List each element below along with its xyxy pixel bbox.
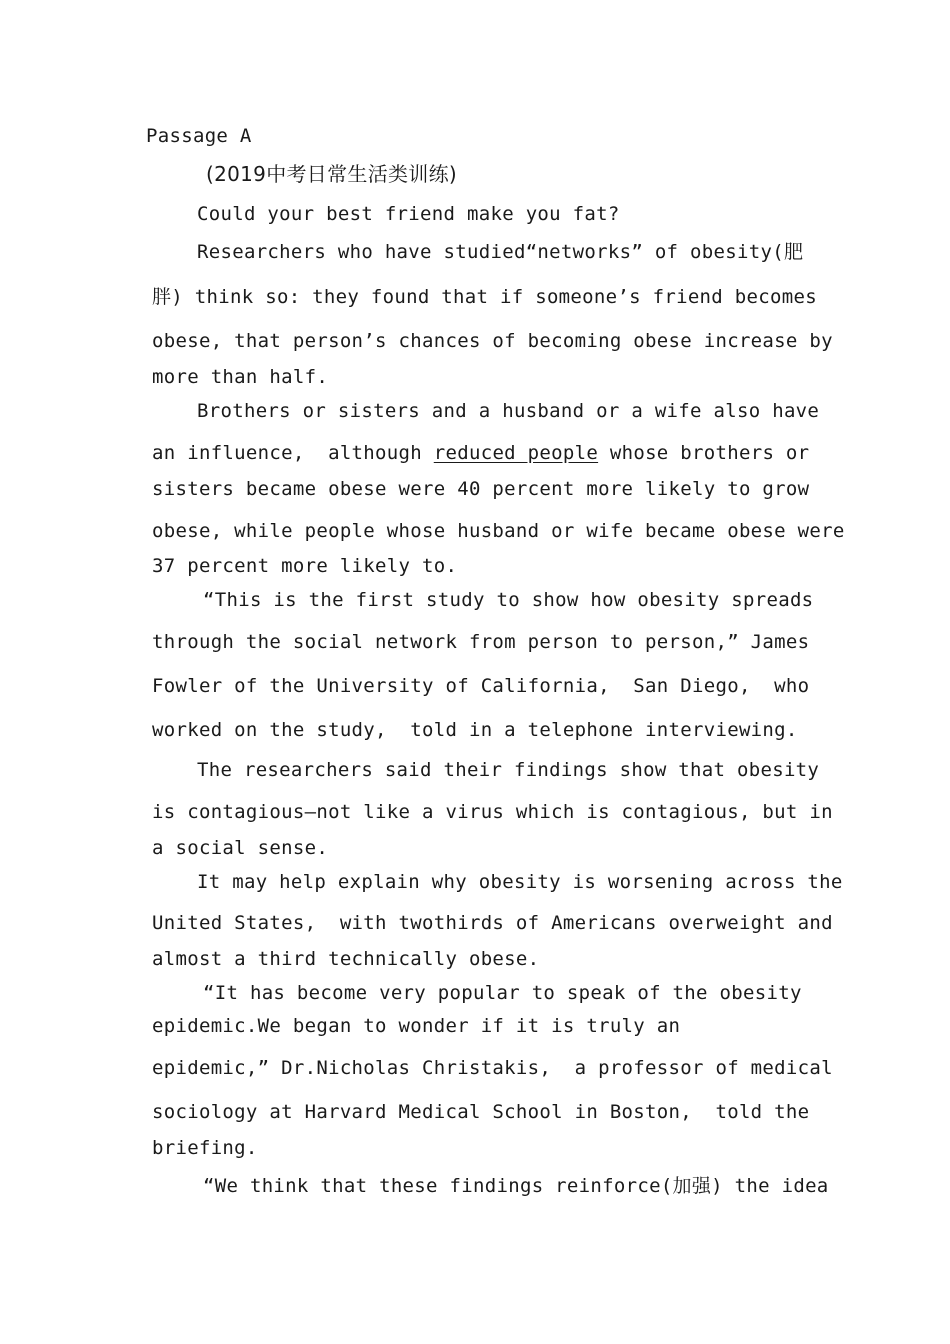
text-line: more than half. (152, 366, 329, 388)
text-line: Researchers who have studied“networks” of obesity(肥 (197, 241, 804, 263)
text-line: Fowler of the University of California, San Diego, who (152, 675, 810, 697)
text-line: is contagious—not like a virus which is contagious, but in (152, 801, 833, 823)
text-line: sisters became obese were 40 percent more likely to grow (152, 478, 810, 500)
text-line: briefing. (152, 1137, 258, 1159)
text-span: an influence, although (152, 442, 434, 464)
text-line: sociology at Harvard Medical School in Boston, told the (152, 1101, 810, 1123)
text-line: worked on the study, told in a telephone interviewing. (152, 719, 798, 741)
text-line: almost a third technically obese. (152, 948, 540, 970)
passage-subheading: (2019中考日常生活类训练) (206, 162, 458, 186)
text-line: epidemic.We began to wonder if it is truly an (152, 1015, 681, 1037)
text-line: a social sense. (152, 837, 329, 859)
passage-heading: Passage A (146, 125, 252, 147)
text-line: “It has become very popular to speak of the obesity (203, 982, 802, 1004)
text-line: “We think that these findings reinforce(加强) the idea (203, 1175, 829, 1197)
text-line: through the social network from person to person,” James (152, 631, 810, 653)
text-line: epidemic,” Dr.Nicholas Christakis, a professor of medical (152, 1057, 833, 1079)
text-line (152, 441, 809, 465)
text-line: obese, while people whose husband or wife became obese were (152, 520, 845, 542)
text-line: United States, with twothirds of Americans overweight and (152, 912, 833, 934)
underlined-phrase: reduced people (433, 442, 599, 464)
text-line: The researchers said their findings show that obesity (197, 759, 820, 781)
text-line: obese, that person’s chances of becoming obese increase by (152, 330, 833, 352)
text-line: Could your best friend make you fat? (197, 203, 620, 225)
text-line: 胖) think so: they found that if someone’s friend becomes (152, 286, 817, 308)
text-line: 37 percent more likely to. (152, 555, 458, 577)
text-line: “This is the first study to show how obesity spreads (203, 589, 814, 611)
text-line: It may help explain why obesity is worsening across the (197, 871, 843, 893)
text-span: whose brothers or (598, 442, 810, 464)
text-line: Brothers or sisters and a husband or a wife also have (197, 400, 820, 422)
